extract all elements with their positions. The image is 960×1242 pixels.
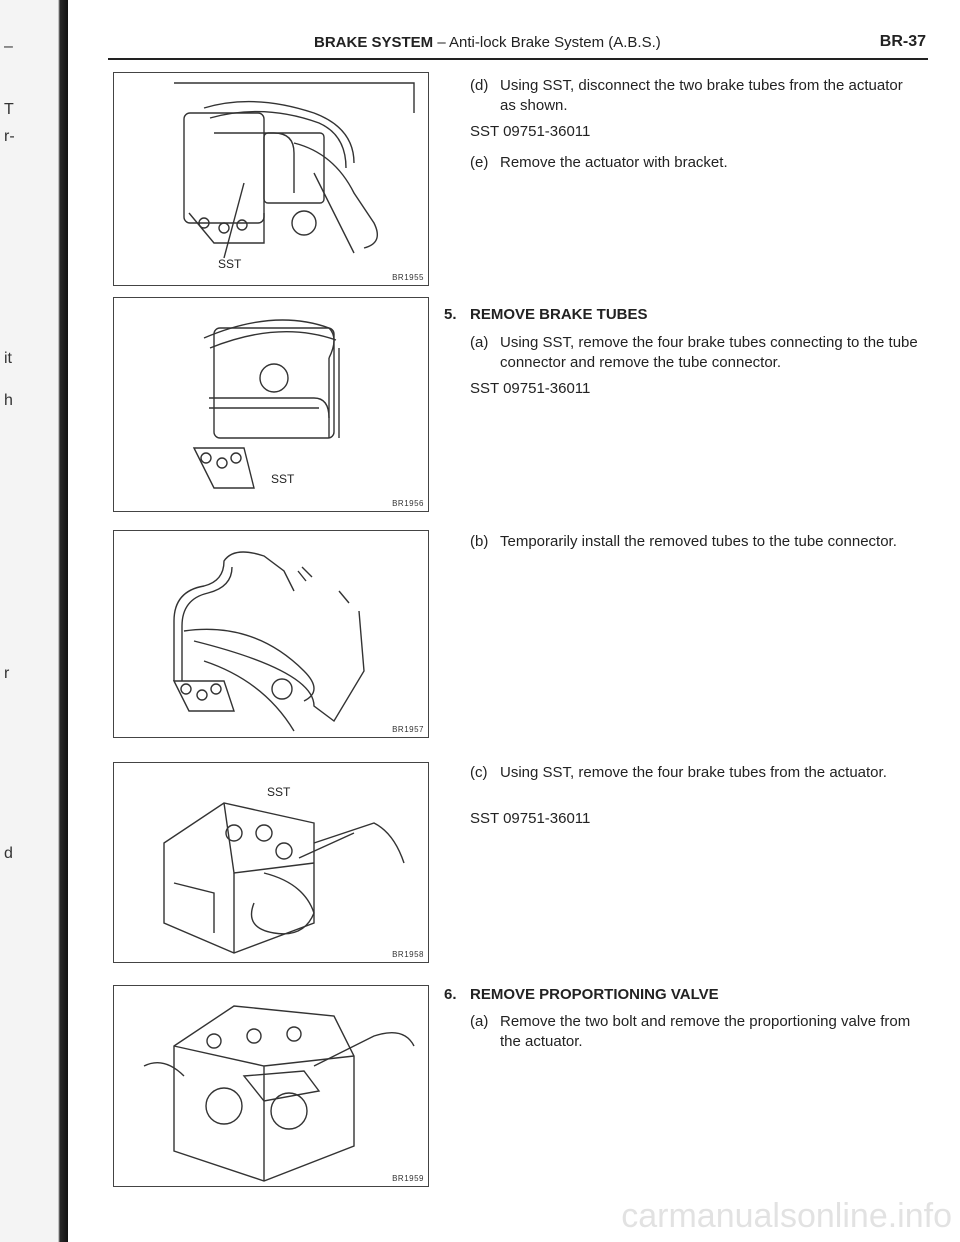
page-header-title (314, 34, 661, 51)
figure-br1958 (113, 762, 429, 963)
step-text: Temporarily install the removed tubes to the tube connector. (500, 533, 897, 550)
section-heading-6 (444, 986, 719, 1003)
step-e (470, 153, 918, 173)
figure-sst-label: SST (271, 472, 295, 486)
watermark: carmanualsonline.info (621, 1197, 952, 1235)
step-label: (e) (470, 154, 489, 171)
figure-br1957 (113, 530, 429, 738)
step-d (470, 76, 918, 116)
section-heading-text: REMOVE PROPORTIONING VALVE (470, 986, 719, 1003)
figure-code: BR1956 (392, 499, 424, 508)
section-heading-text: REMOVE BRAKE TUBES (470, 306, 648, 323)
book-binding-edge (0, 0, 68, 1242)
figure-br1955 (113, 72, 429, 286)
step-label: (b) (470, 533, 489, 550)
figure-code: BR1959 (392, 1174, 424, 1183)
actuator-tubes-illustration (114, 73, 428, 285)
step-text: Remove the two bolt and remove the proportioning valve from the actuator. (500, 1013, 911, 1050)
margin-char: h (4, 392, 13, 409)
figure-code: BR1957 (392, 725, 424, 734)
section-title: BRAKE SYSTEM (314, 34, 434, 51)
sst-reference: SST 09751-36011 (470, 123, 591, 140)
margin-char: – (4, 38, 13, 55)
section-number: 6. (444, 986, 457, 1003)
sst-reference: SST 09751-36011 (470, 810, 591, 827)
section-number: 5. (444, 306, 457, 323)
margin-char: T (4, 101, 14, 118)
proportioning-valve-illustration (114, 986, 428, 1186)
step-5b (470, 532, 918, 552)
figure-sst-label: SST (218, 257, 242, 271)
figure-br1956 (113, 297, 429, 512)
step-5c (470, 763, 918, 783)
margin-char: r- (4, 128, 15, 145)
figure-sst-label: SST (267, 785, 291, 799)
step-6a (470, 1012, 918, 1052)
header-rule (108, 58, 928, 60)
step-5a (470, 333, 918, 373)
margin-char: d (4, 845, 13, 862)
step-label: (a) (470, 334, 489, 351)
removed-tubes-illustration (114, 531, 428, 737)
figure-code: BR1955 (392, 273, 424, 282)
step-text: Using SST, remove the four brake tubes from the actuator. (500, 764, 887, 781)
step-label: (a) (470, 1013, 489, 1030)
step-text: Using SST, disconnect the two brake tubes from the actuator as shown. (500, 77, 903, 114)
sst-reference: SST 09751-36011 (470, 380, 591, 397)
section-subtitle: – Anti-lock Brake System (A.B.S.) (433, 34, 661, 51)
step-label: (d) (470, 77, 489, 94)
step-text: Using SST, remove the four brake tubes connecting to the tube connector and remove the tube connector. (500, 334, 918, 371)
figure-code: BR1958 (392, 950, 424, 959)
page-number: BR-37 (879, 33, 926, 50)
figure-br1959 (113, 985, 429, 1187)
step-text: Remove the actuator with bracket. (500, 154, 728, 171)
margin-char: it (4, 350, 12, 367)
margin-char: r (4, 665, 10, 682)
step-label: (c) (470, 764, 488, 781)
section-heading-5 (444, 306, 648, 323)
